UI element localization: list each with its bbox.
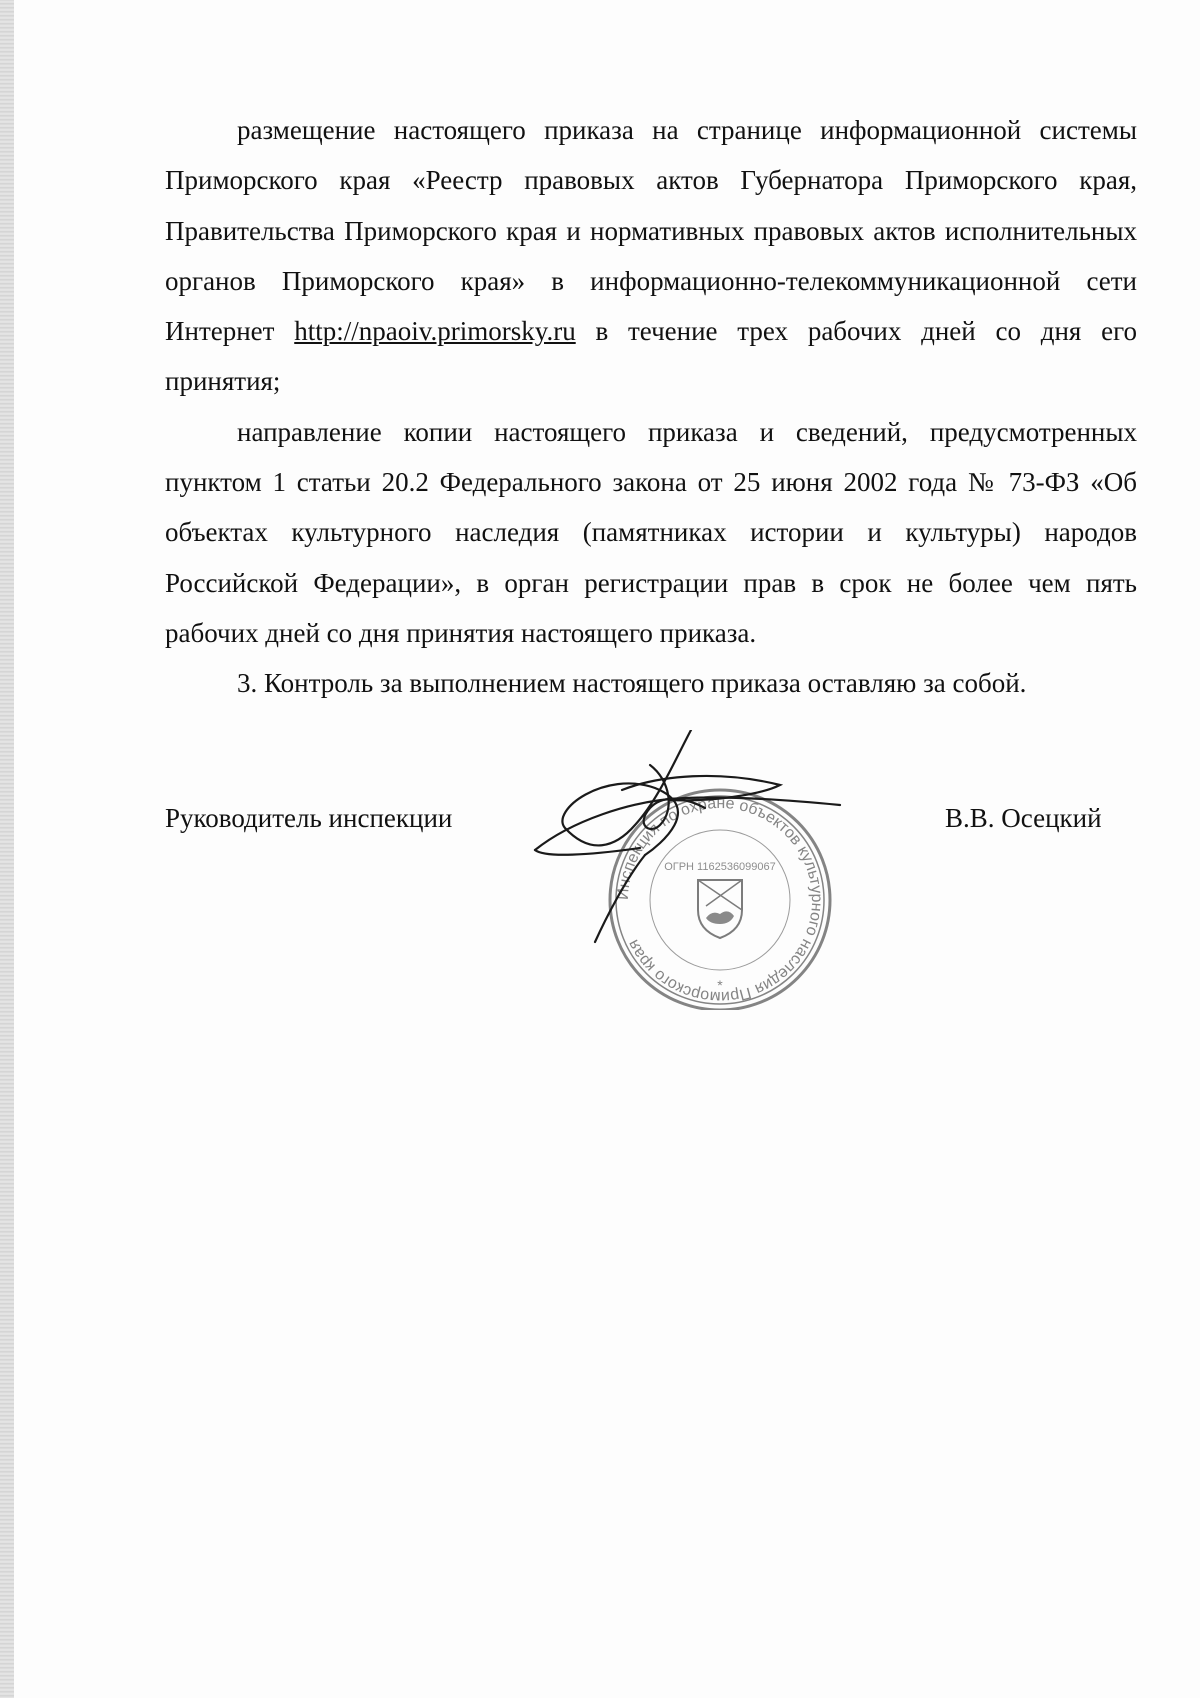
seal-outer-text: Инспекция по охране объектов культурного наследия Приморского края (614, 794, 826, 1006)
paragraph-publication-text-end: в течение трех рабочих дней со дня его принятия; (165, 316, 1137, 397)
paragraph-control: 3. Контроль за выполнением настоящего приказа оставляю за собой. (237, 668, 1027, 699)
paragraph-copy-direction: направление копии настоящего приказа и сведений, предусмотренных пунктом 1 статьи 20.2 Федерального закона от 25 июня 2002 года № 73-ФЗ «Об объектах культурного наследия (памятниках истории и культуры) народов Российской Федерации», в орган регистрации прав в срок не более чем пять рабочих дней со дня принятия настоящего приказа. (165, 416, 1137, 648)
svg-text:*: * (717, 977, 723, 993)
coat-of-arms-emblem (698, 880, 742, 938)
paragraph-publication (165, 105, 1137, 407)
paragraph-publication-text: размещение настоящего приказа на странице информационной системы Приморского края «Реестр правовых актов Губернатора Приморского края, Правительства Приморского края и нормативных правовых актов исполнительных органов Приморского края» в информационно-телекоммуникационной сети Интернет (165, 115, 1137, 347)
signatory-position: Руководитель инспекции (165, 803, 453, 833)
signatory-name: В.В. Осецкий (945, 803, 1102, 833)
seal-inner-text: ОГРН 1162536099067 (664, 861, 776, 873)
document-body (165, 105, 1137, 709)
scan-edge (0, 0, 14, 1698)
stamp-and-signature (510, 730, 930, 1010)
registry-link[interactable]: http://npaoiv.primorsky.ru (294, 316, 576, 347)
